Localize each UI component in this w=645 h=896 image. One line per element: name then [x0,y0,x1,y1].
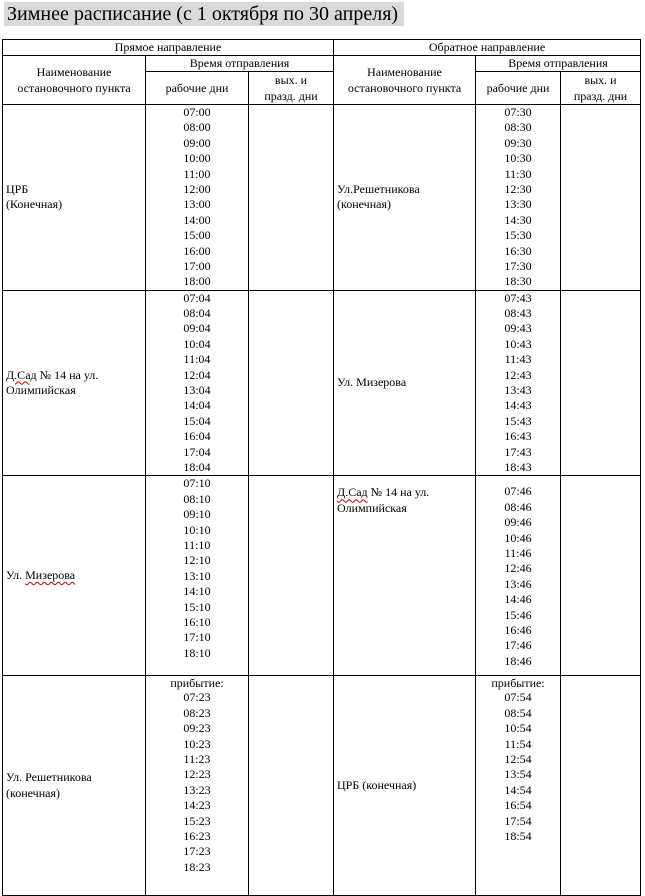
table-row [3,476,641,676]
bwd-weekend-times [561,476,641,676]
table-row [3,105,641,291]
bwd-workdays-header: рабочие дни [476,72,561,105]
fwd-workday-times: 07:04 08:04 09:04 10:04 11:04 12:04 13:04 14:04 15:04 16:04 17:04 18:04 [146,290,249,476]
table-row [3,676,641,896]
fwd-weekends-header: вых. и празд. дни [249,72,334,105]
bwd-workday-times: 07:30 08:30 09:30 10:30 11:30 12:30 13:30 14:30 15:30 16:30 17:30 18:30 [476,105,561,291]
bwd-weekend-times [561,290,641,476]
fwd-weekend-times [249,476,334,676]
schedule-title: Зимнее расписание (с 1 октября по 30 апреля) [4,2,404,26]
bwd-workday-times: 07:46 08:46 09:46 10:46 11:46 12:46 13:46 14:46 15:46 16:46 17:46 18:46 [476,476,561,676]
bwd-stop-name: Ул. Мизерова [334,290,476,476]
fwd-stop-name: ЦРБ (Конечная) [3,105,146,291]
bwd-weekend-times [561,676,641,896]
table-row [3,290,641,476]
fwd-weekend-times [249,676,334,896]
bwd-weekends-header: вых. и празд. дни [561,72,641,105]
backward-direction-header: Обратное направление [334,40,641,56]
fwd-workday-times: 07:00 08:00 09:00 10:00 11:00 12:00 13:00 14:00 15:00 16:00 17:00 18:00 [146,105,249,291]
fwd-weekend-times [249,105,334,291]
fwd-workday-times: 07:10 08:10 09:10 10:10 11:10 12:10 13:10 14:10 15:10 16:10 17:10 18:10 [146,476,249,676]
fwd-departure-time-header: Время отправления [146,56,334,72]
schedule-table [2,39,641,896]
arrival-label: прибытие: [491,676,545,691]
bwd-workday-times: прибытие: 07:54 08:54 10:54 11:54 12:54 13:54 14:54 16:54 17:54 18:54 [476,676,561,896]
bwd-stop-name: Д.Сад № 14 на ул. Олимпийская [334,476,476,676]
fwd-stop-name-header: Наименование остановочного пункта [3,56,146,105]
bwd-stop-name: Ул.Решетникова (конечная) [334,105,476,291]
arrival-label: прибытие: [170,676,224,691]
bwd-stop-name: ЦРБ (конечная) [334,676,476,896]
forward-direction-header: Прямое направление [3,40,334,56]
bwd-departure-time-header: Время отправления [476,56,641,72]
fwd-stop-name: Д.Сад № 14 на ул. Олимпийская [3,290,146,476]
bwd-weekend-times [561,105,641,291]
fwd-workday-times: прибытие: 07:23 08:23 09:23 10:23 11:23 12:23 13:23 14:23 15:23 16:23 17:23 18:23 [146,676,249,896]
bwd-stop-name-header: Наименование остановочного пункта [334,56,476,105]
fwd-stop-name: Ул. Решетникова (конечная) [3,676,146,896]
fwd-weekend-times [249,290,334,476]
bwd-workday-times: 07:43 08:43 09:43 10:43 11:43 12:43 13:43 14:43 15:43 16:43 17:43 18:43 [476,290,561,476]
fwd-stop-name: Ул. Мизерова [3,476,146,676]
fwd-workdays-header: рабочие дни [146,72,249,105]
